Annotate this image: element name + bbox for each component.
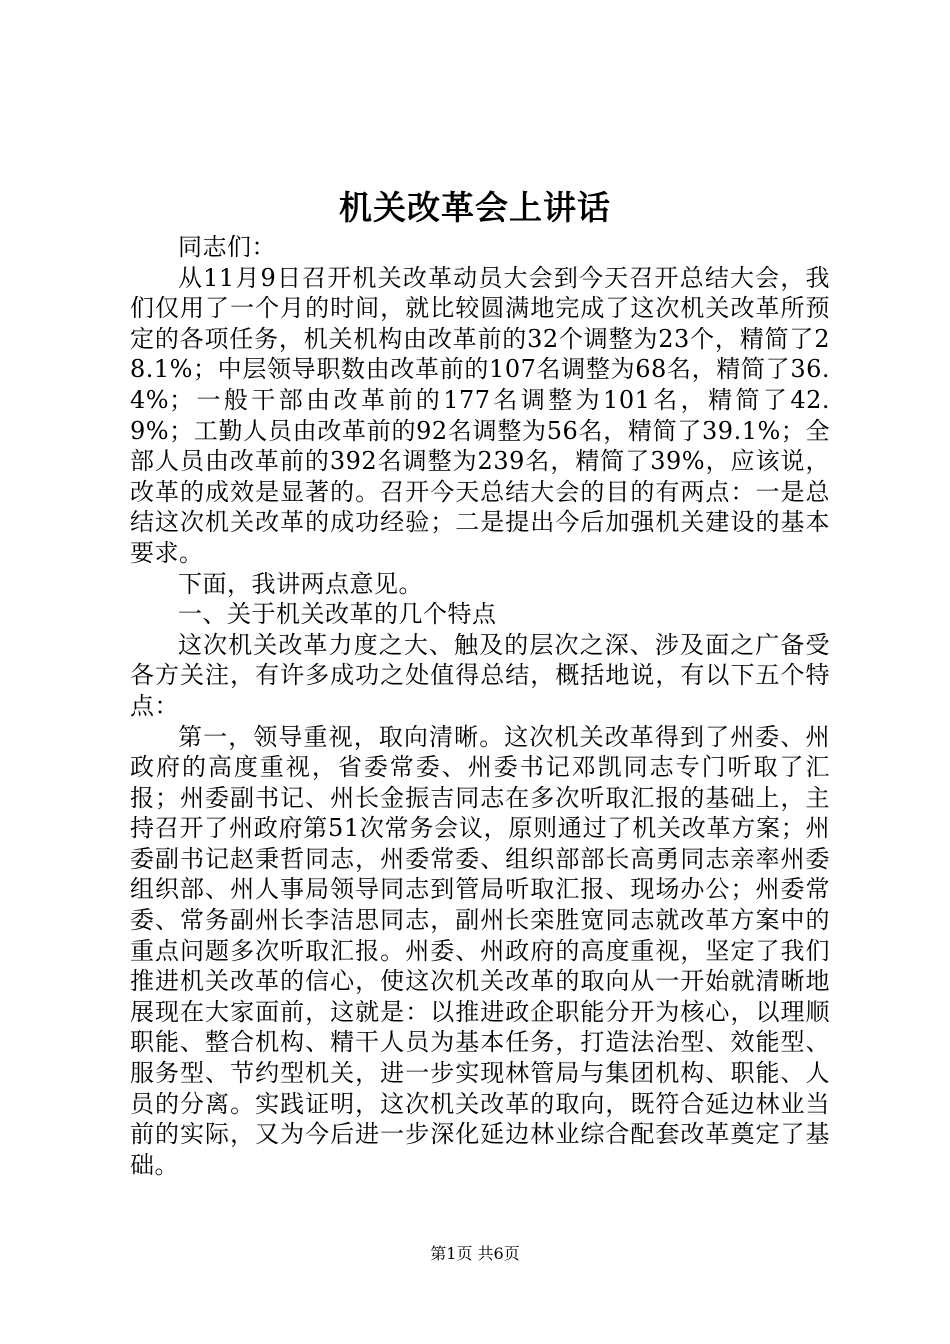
features-intro-paragraph: 这次机关改革力度之大、触及的层次之深、涉及面之广备受各方关注，有许多成功之处值得总结，概括地说，有以下五个特点： — [130, 630, 830, 720]
page-number-footer: 第1页 共6页 — [430, 1244, 520, 1263]
document-body — [130, 232, 830, 1180]
section-heading: 一、关于机关改革的几个特点 — [178, 600, 497, 629]
first-feature-paragraph: 第一，领导重视，取向清晰。这次机关改革得到了州委、州政府的高度重视，省委常委、州委书记邓凯同志专门听取了汇报；州委副书记、州长金振吉同志在多次听取汇报的基础上，主持召开了州政府第51次常务会议，原则通过了机关改革方案；州委副书记赵秉哲同志，州委常委、组织部部长高勇同志亲率州委组织部、州人事局领导同志到管局听取汇报、现场办公；州委常委、常务副州长李洁思同志，副州长栾胜宽同志就改革方案中的重点问题多次听取汇报。州委、州政府的高度重视，坚定了我们推进机关改革的信心，使这次机关改革的取向从一开始就清晰地展现在大家面前，这就是：以推进政企职能分开为核心，以理顺职能、整合机构、精干人员为基本任务，打造法治型、效能型、服务型、节约型机关，进一步实现林管局与集团机构、职能、人员的分离。实践证明，这次机关改革的取向，既符合延边林业当前的实际，又为今后进一步深化延边林业综合配套改革奠定了基础。 — [130, 722, 830, 1179]
intro-paragraph: 下面，我讲两点意见。 — [178, 569, 423, 598]
salutation-paragraph: 同志们： — [178, 233, 276, 261]
results-paragraph: 从11月9日召开机关改革动员大会到今天召开总结大会，我们仅用了一个月的时间，就比较圆满地完成了这次机关改革所预定的各项任务，机关机构由改革前的32个调整为23个，精简了28.1%；中层领导职数由改革前的107名调整为68名，精简了36.4%；一般干部由改革前的177名调整为101名，精简了42.9%；工勤人员由改革前的92名调整为56名，精简了39.1%；全部人员由改革前的392名调整为239名，精简了39%，应该说，改革的成效是显著的。召开今天总结大会的目的有两点：一是总结这次机关改革的成功经验；二是提出今后加强机关建设的基本要求。 — [130, 263, 830, 567]
document-title: 机关改革会上讲话 — [339, 188, 611, 227]
